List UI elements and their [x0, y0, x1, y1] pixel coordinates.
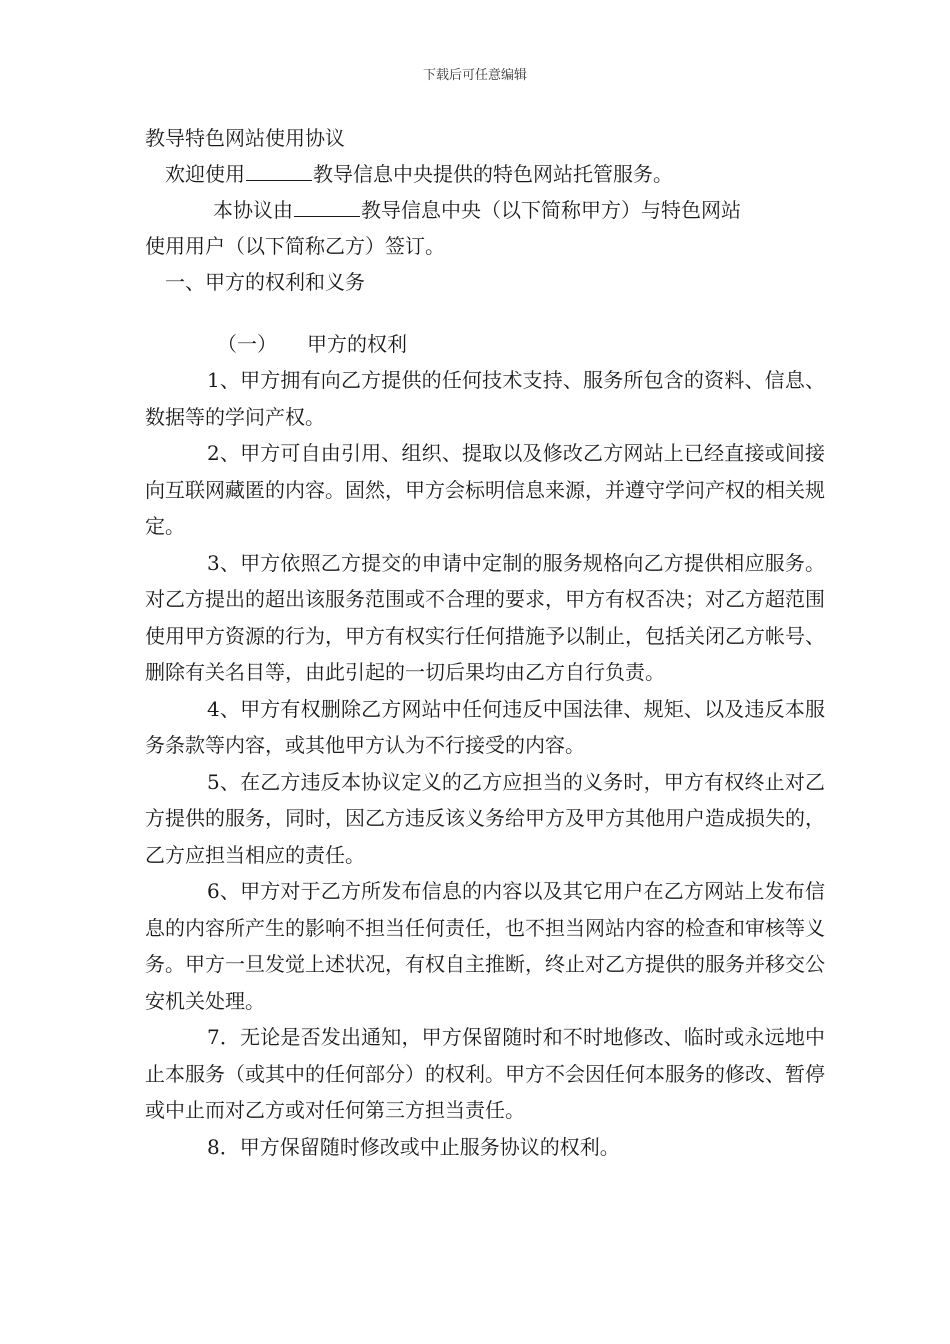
subsection-number: （一） [217, 332, 277, 356]
section-heading: 一、甲方的权利和义务 [165, 270, 365, 294]
clause-paragraph: 2、甲方可自由引用、组织、提取以及修改乙方网站上已经直接或间接向互联网藏匿的内容。固然，甲方会标明信息来源，并遵守学问产权的相关规定。 [145, 441, 825, 538]
fill-in-blank [246, 160, 312, 181]
clause-paragraph: 5、在乙方违反本协议定义的乙方应担当的义务时，甲方有权终止对乙方提供的服务，同时，因乙方违反该义务给甲方及甲方其他用户造成损失的，乙方应担当相应的责任。 [145, 769, 825, 867]
welcome-text-before: 欢迎使用 [165, 162, 245, 186]
subsection-title: 甲方的权利 [307, 332, 407, 356]
subsection-heading [145, 326, 825, 362]
document-title: 教导特色网站使用协议 [145, 126, 345, 150]
clause-paragraph: 7．无论是否发出通知，甲方保留随时和不时地修改、临时或永远地中止本服务（或其中的任何部分）的权利。甲方不会因任何本服务的修改、暂停或中止而对乙方或对任何第三方担当责任。 [145, 1025, 825, 1122]
welcome-line [145, 156, 825, 192]
agreement-line-2: 使用用户（以下简称乙方）签订。 [145, 234, 445, 258]
fill-in-blank [294, 196, 360, 217]
welcome-text-after: 教导信息中央提供的特色网站托管服务。 [313, 162, 673, 186]
clause-paragraph: 3、甲方依照乙方提交的申请中定制的服务规格向乙方提供相应服务。对乙方提出的超出该服务范围或不合理的要求，甲方有权否决；对乙方超范围使用甲方资源的行为，甲方有权实行任何措施予以制止，包括关闭乙方帐号、删除有关名目等，由此引起的一切后果均由乙方自行负责。 [145, 550, 825, 684]
clause-paragraph: 1、甲方拥有向乙方提供的任何技术支持、服务所包含的资料、信息、数据等的学问产权。 [145, 368, 825, 429]
agreement-text-after: 教导信息中央（以下简称甲方）与特色网站 [361, 198, 741, 222]
document-body [145, 120, 825, 1165]
clause-paragraph: 8．甲方保留随时修改或中止服务协议的权利。 [207, 1134, 620, 1159]
clause-paragraph: 6、甲方对于乙方所发布信息的内容以及其它用户在乙方网站上发布信息的内容所产生的影响不担当任何责任，也不担当网站内容的检查和审核等义务。甲方一旦发觉上述状况，有权自主推断，终止对乙方提供的服务并移交公安机关处理。 [145, 879, 825, 1013]
agreement-line [145, 192, 825, 228]
clause-paragraph: 4、甲方有权删除乙方网站中任何违反中国法律、规矩、以及违反本服务条款等内容，或其他甲方认为不行接受的内容。 [145, 696, 825, 757]
agreement-text-before: 本协议由 [213, 198, 293, 222]
page-header-note: 下载后可任意编辑 [422, 68, 527, 83]
